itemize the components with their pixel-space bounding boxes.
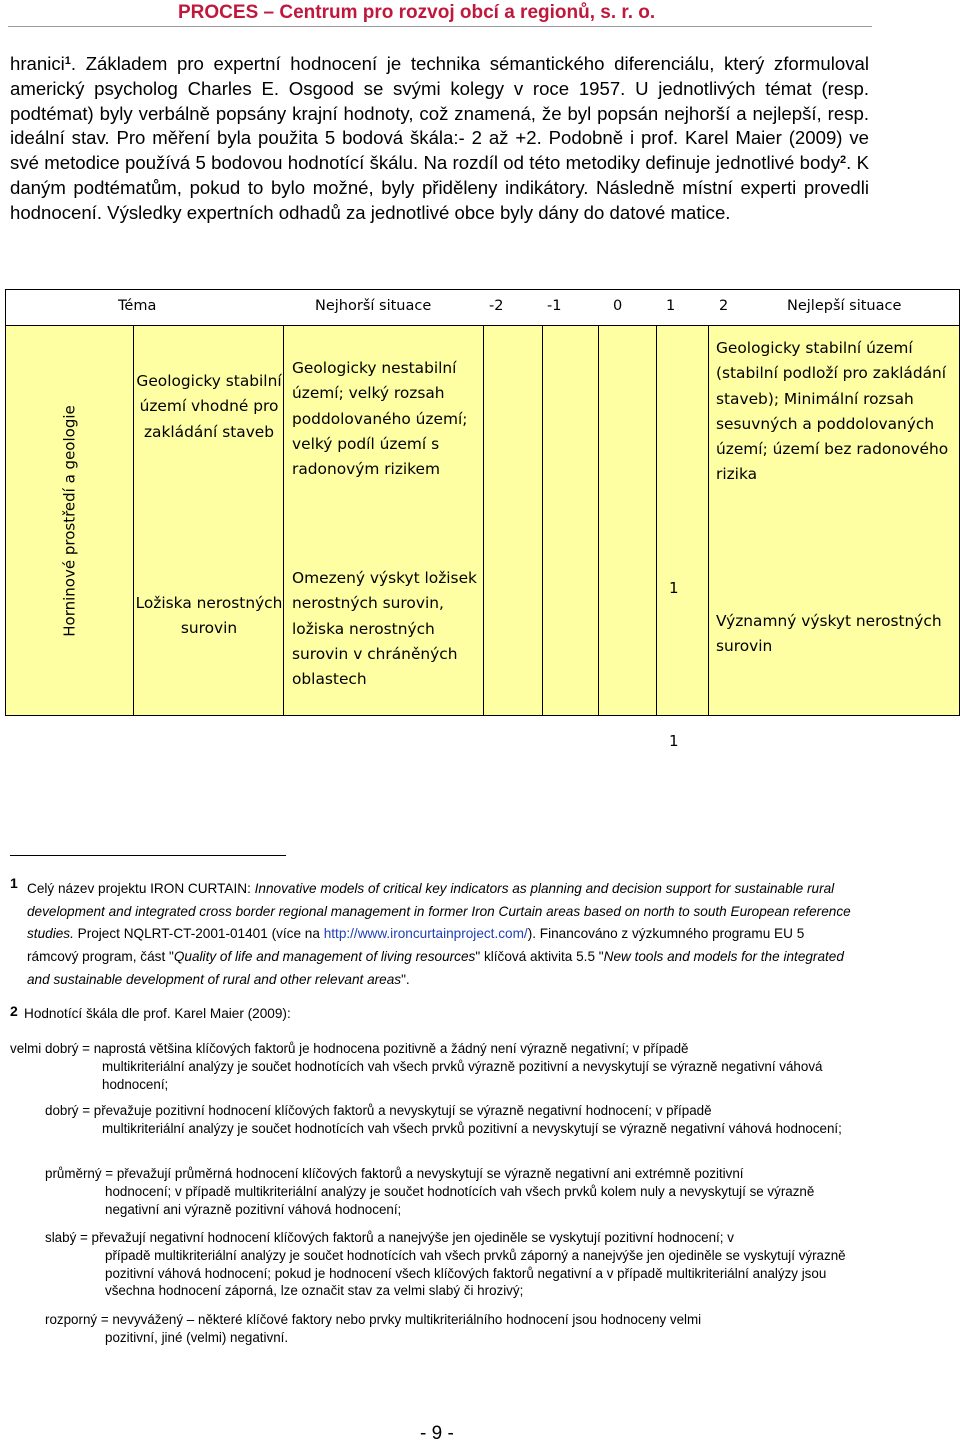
- header-minus1: -1: [547, 298, 562, 314]
- footnote-1-funding-b: " klíčová aktivita 5.5 ": [475, 949, 604, 965]
- header-divider: [8, 26, 872, 27]
- footnote-1-after-link: ).: [527, 926, 537, 942]
- intro-paragraph: [10, 52, 869, 226]
- header-tema: Téma: [118, 298, 157, 314]
- footnote-ref-2[interactable]: 2: [840, 154, 847, 167]
- score-zero-cell: [599, 326, 657, 716]
- definition-lead: dobrý = převažuje pozitivní hodnocení klíčových faktorů a nevyskytují se výrazně negativní hodnocení; v případě: [45, 1103, 712, 1118]
- definition-item: [10, 1040, 860, 1093]
- worst-1: Geologicky nestabilní území; velký rozsah poddolovaného území; velký podíl území s radonovým rizikem: [292, 359, 468, 479]
- definition-item: [45, 1102, 865, 1138]
- table-header-row: [6, 290, 960, 326]
- evaluation-table: [5, 289, 960, 750]
- project-link[interactable]: http://www.ironcurtainproject.com/: [323, 926, 528, 942]
- footnote-2-mark: 2: [10, 1003, 18, 1019]
- definition-item: [45, 1165, 865, 1218]
- footnote-1-funding: Financováno z výzkumného programu EU 5 rámcový program, část ": [27, 926, 805, 965]
- definition-rest: hodnocení; v případě multikriteriální analýzy je součet hodnotících vah všech prvků kolem nuly a nevyskytují se výrazně negativní ani výrazně pozitivní váhová hodnocení;: [105, 1183, 815, 1217]
- definition-lead: rozporný = nevyvážený – některé klíčové faktory nebo prvky multikriteriálního hodnocení jsou hodnoceny velmi: [45, 1312, 702, 1327]
- intro-text-b: . Základem pro expertní hodnocení je technika sémantického diferenciálu, který zformuloval americký psycholog Charles E. Osgood se svými kolegy v roce 1957. U jednotlivých témat (resp. podtémat) byly verbálně popsány krajní hodnoty, což znamená, že byl popsán nejhorší a nejlepší, resp. ideální stav. Pro měření byla použita 5 bodová škála:- 2 až +2. Podobně i prof. Karel Maier (2009) ve své metodice používá 5 bodovou hodnotící škálu. Na rozdíl od této metodiky definuje jednotlivé body: [10, 53, 869, 174]
- intro-text-a: hranici: [10, 53, 65, 74]
- header-plus1: 1: [666, 298, 676, 314]
- topic-cell: [134, 326, 284, 716]
- definition-lead: slabý = převažují negativní hodnocení klíčových faktorů a nanejvýše jen ojediněle se vyskytují pozitivní hodnocení; v: [45, 1230, 734, 1245]
- footnote-2-text: Hodnotící škála dle prof. Karel Maier (2009):: [24, 1006, 291, 1021]
- footnote-1-prefix: Celý název projektu IRON CURTAIN:: [27, 881, 255, 896]
- table-row: [6, 326, 960, 716]
- header-minus2: -2: [489, 298, 504, 314]
- topic-1: Geologicky stabilní území vhodné pro zakládání staveb: [136, 372, 282, 441]
- header-plus2: 2: [719, 298, 729, 314]
- header-worst: Nejhorší situace: [315, 298, 432, 314]
- footnote-1-project: Project NQLRT-CT-2001-01401 (více na: [73, 926, 324, 942]
- footnote-1-funding-c: ".: [401, 971, 410, 987]
- header-zero: 0: [613, 298, 623, 314]
- definition-item: [45, 1229, 865, 1300]
- topic-2: Ložiska nerostných surovin: [135, 594, 283, 638]
- page-number: - 9 -: [420, 1423, 454, 1444]
- score-minus1-cell: [543, 326, 599, 716]
- intro-text-c: . K daným podtématům, pokud to bylo možné, byly přiděleny indikátory. Následně místní experti provedli hodnocení. Výsledky expertních odhadů za jednotlivé obce byly dány do datové matice.: [10, 152, 870, 223]
- header-best: Nejlepší situace: [787, 298, 902, 314]
- definition-item: [45, 1311, 865, 1347]
- definition-lead: průměrný = převažují průměrná hodnocení klíčových faktorů a nevyskytují se výrazně negativní ani extrémně pozitivní: [45, 1166, 744, 1181]
- footnote-1-mark: 1: [10, 875, 18, 891]
- score-minus2-cell: [484, 326, 543, 716]
- footnote-1-funding-italic: Quality of life and management of living resources: [173, 949, 476, 965]
- definition-rest: multikriteriální analýzy je součet hodnotících vah všech prvků výrazně pozitivní a nevyskytují se výrazně negativní váhová hodnocení;: [102, 1058, 823, 1092]
- best-cell: [709, 326, 960, 716]
- worst-cell: [284, 326, 484, 716]
- best-2: Významný výskyt nerostných surovin: [716, 612, 942, 656]
- definition-rest: multikriteriální analýzy je součet hodnotících vah všech prvků pozitivní a nevyskytují se výrazně negativní váhová hodnocení;: [102, 1120, 842, 1136]
- score-1: 1: [669, 579, 679, 597]
- footnote-1: [27, 878, 857, 992]
- side-label: Horninové prostředí a geologie: [59, 404, 78, 637]
- footnote-1-title: Innovative models of critical key indicators as planning and decision support for sustainable rural development and integrated cross border regional management in former Iron Curtain areas based on north to south European reference studies.: [27, 881, 851, 942]
- footnote-divider: [10, 855, 286, 856]
- score-plus1-cell: [657, 326, 709, 750]
- score-2: 1: [669, 732, 679, 750]
- worst-2: Omezený výskyt ložisek nerostných surovin, ložiska nerostných surovin v chráněných oblastech: [292, 569, 477, 689]
- footnote-ref-1[interactable]: 1: [64, 55, 71, 67]
- footnote-1-funding-italic2: New tools and models for the integrated and sustainable development of rural and other relevant areas: [27, 949, 844, 987]
- definition-rest: případě multikriteriální analýzy je součet hodnotících vah všech prvků záporný a nanejvýše jen ojediněle se vyskytují výrazně pozitivní váhová hodnocení; pokud je hodnocení všech klíčových faktorů negativní a v případě multikriteriální analýzy jsou všechna hodnocení záporná, lze označit stav za velmi slabý či hrozivý;: [105, 1247, 846, 1299]
- page-header-title: PROCES – Centrum pro rozvoj obcí a regionů, s. r. o.: [178, 2, 656, 23]
- definition-lead: velmi dobrý = naprostá většina klíčových faktorů je hodnocena pozitivně a žádný není výrazně negativní; v případě: [10, 1041, 689, 1056]
- side-label-cell: [6, 326, 134, 716]
- best-1: Geologicky stabilní území (stabilní podloží pro zakládání staveb); Minimální rozsah sesuvných a poddolovaných území; území bez radonového rizika: [716, 339, 949, 484]
- definition-rest: pozitivní, jiné (velmi) negativní.: [105, 1329, 289, 1345]
